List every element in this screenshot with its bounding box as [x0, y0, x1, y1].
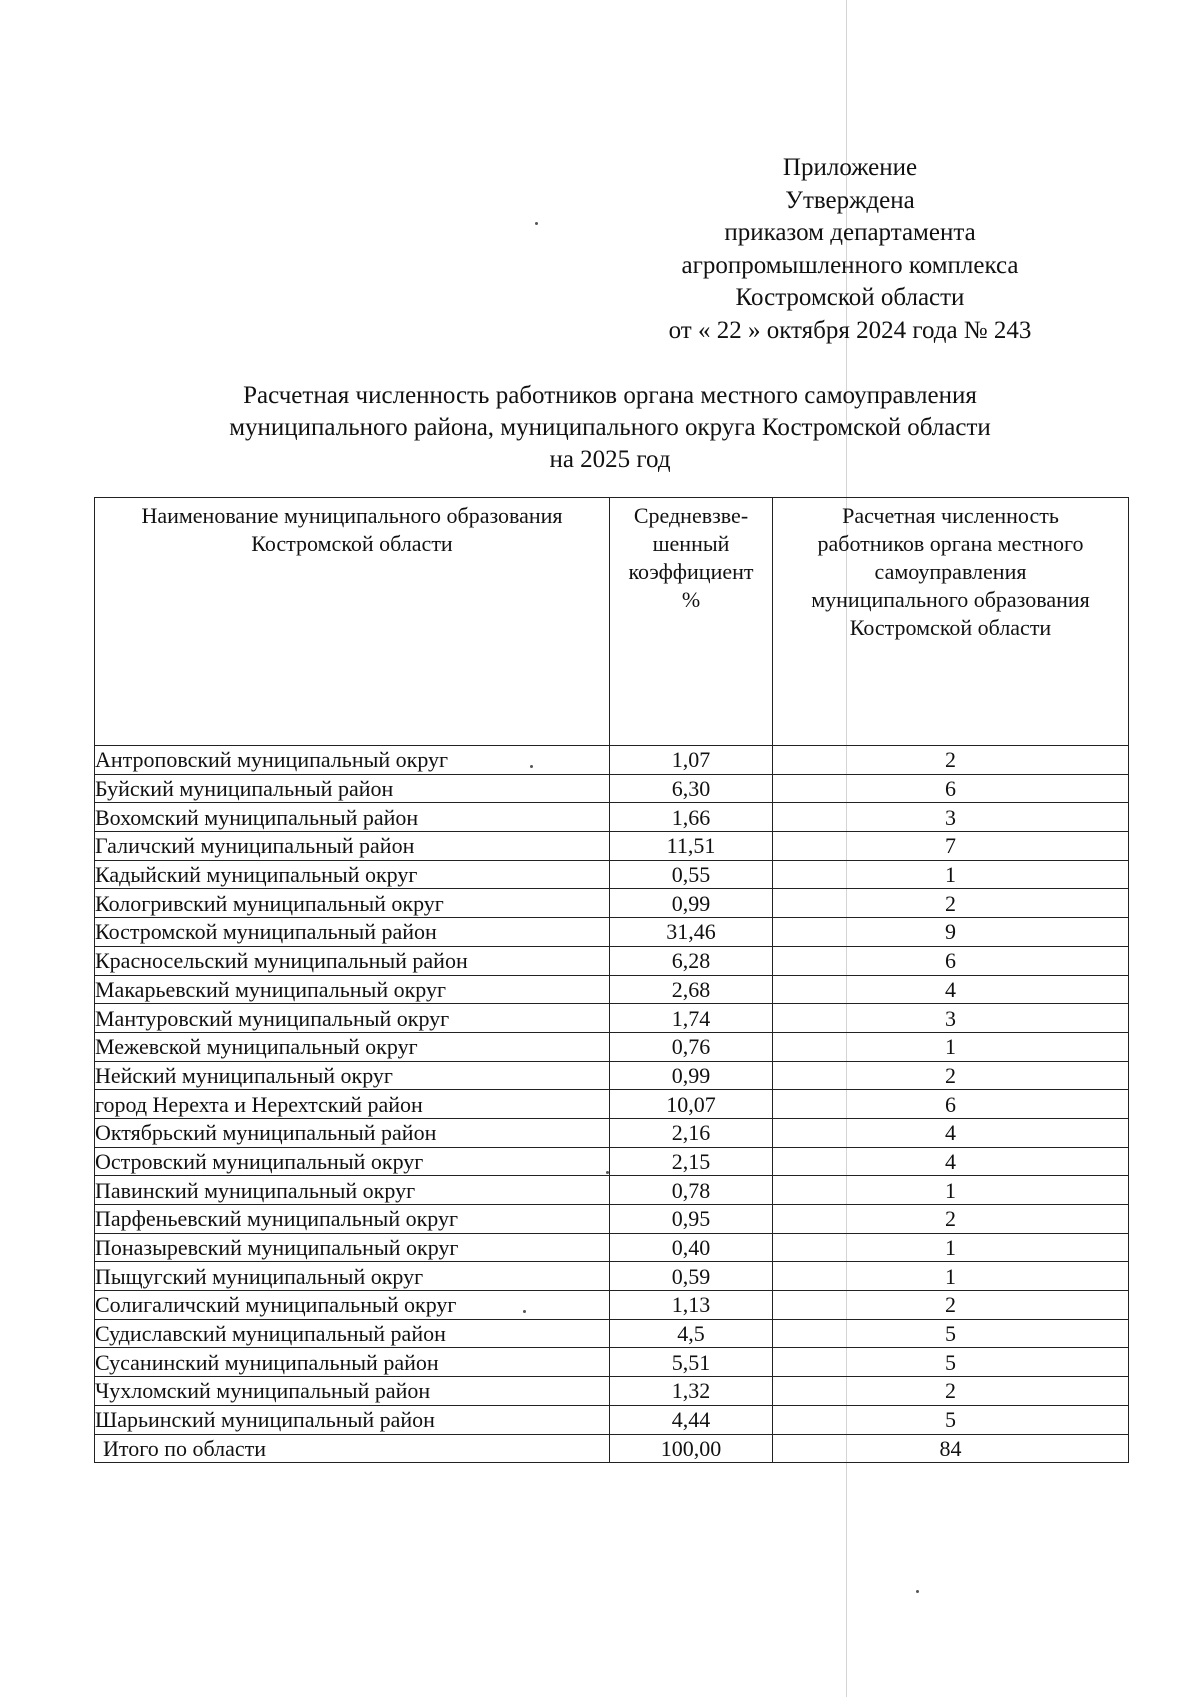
table-row — [95, 1377, 1129, 1406]
staff-count-value: 2 — [773, 746, 1129, 775]
municipality-name: Межевской муниципальный округ — [95, 1032, 610, 1061]
municipality-name: Нейский муниципальный округ — [95, 1061, 610, 1090]
staff-count-value: 1 — [773, 1233, 1129, 1262]
staff-count-value: 4 — [773, 1147, 1129, 1176]
table-row — [95, 1262, 1129, 1291]
coefficient-value: 11,51 — [610, 832, 773, 861]
coefficient-value: 0,99 — [610, 1061, 773, 1090]
coefficient-value: 1,13 — [610, 1291, 773, 1320]
municipality-name: Вохомский муниципальный район — [95, 803, 610, 832]
table-row — [95, 1291, 1129, 1320]
table-row — [95, 1205, 1129, 1234]
municipality-name: Октябрьский муниципальный район — [95, 1118, 610, 1147]
coefficient-value: 6,30 — [610, 774, 773, 803]
title-line: на 2025 год — [549, 446, 671, 473]
staff-count-value: 6 — [773, 774, 1129, 803]
municipality-name: Поназыревский муниципальный округ — [95, 1233, 610, 1262]
municipality-name: Судиславский муниципальный район — [95, 1319, 610, 1348]
table-row — [95, 1176, 1129, 1205]
table-row — [95, 918, 1129, 947]
coefficient-value: 4,5 — [610, 1319, 773, 1348]
coefficient-value: 0,78 — [610, 1176, 773, 1205]
staff-count-table — [94, 497, 1129, 1463]
staff-count-value: 4 — [773, 1118, 1129, 1147]
header-line: Костромской области — [735, 284, 965, 311]
header-line: Приложение — [782, 154, 918, 181]
municipality-name: Галичский муниципальный район — [95, 832, 610, 861]
column-header-coefficient: Средневзве- шенный коэффициент % — [610, 498, 773, 746]
coefficient-value: 0,59 — [610, 1262, 773, 1291]
municipality-name: Парфеньевский муниципальный округ — [95, 1205, 610, 1234]
staff-count-value: 1 — [773, 1262, 1129, 1291]
total-label: Итого по области — [95, 1434, 610, 1463]
table-row — [95, 1118, 1129, 1147]
municipality-name: Павинский муниципальный округ — [95, 1176, 610, 1205]
municipality-name: Макарьевский муниципальный округ — [95, 975, 610, 1004]
coefficient-value: 0,76 — [610, 1032, 773, 1061]
municipality-name: Солигаличский муниципальный округ — [95, 1291, 610, 1320]
scan-speck — [523, 1310, 526, 1313]
staff-count-value: 1 — [773, 860, 1129, 889]
municipality-name: Буйский муниципальный район — [95, 774, 610, 803]
coefficient-value: 0,40 — [610, 1233, 773, 1262]
coefficient-value: 5,51 — [610, 1348, 773, 1377]
scan-speck — [916, 1590, 919, 1593]
table-row — [95, 1032, 1129, 1061]
municipality-name: Мантуровский муниципальный округ — [95, 1004, 610, 1033]
scan-speck — [535, 222, 538, 225]
staff-count-value: 2 — [773, 1061, 1129, 1090]
staff-count-value: 2 — [773, 1205, 1129, 1234]
staff-count-value: 5 — [773, 1405, 1129, 1434]
coefficient-value: 1,66 — [610, 803, 773, 832]
municipality-name: Антроповский муниципальный округ — [95, 746, 610, 775]
table-row — [95, 1090, 1129, 1119]
staff-count-value: 1 — [773, 1176, 1129, 1205]
header-line: Утверждена — [785, 186, 915, 214]
staff-count-value: 5 — [773, 1319, 1129, 1348]
table-header-row — [95, 498, 1129, 746]
header-line: от « 22 » октября 2024 года № 243 — [668, 316, 1032, 344]
total-coefficient: 100,00 — [610, 1434, 773, 1463]
table-row — [95, 946, 1129, 975]
coefficient-value: 6,28 — [610, 946, 773, 975]
municipality-name: город Нерехта и Нерехтский район — [95, 1090, 610, 1119]
table-row — [95, 860, 1129, 889]
coefficient-value: 0,95 — [610, 1205, 773, 1234]
staff-count-value: 9 — [773, 918, 1129, 947]
coefficient-value: 10,07 — [610, 1090, 773, 1119]
title-line: муниципального района, муниципального округа Костромской области — [229, 414, 991, 441]
scan-speck — [606, 1171, 609, 1174]
scan-speck — [530, 765, 533, 768]
staff-count-value: 3 — [773, 803, 1129, 832]
municipality-name: Кологривский муниципальный округ — [95, 889, 610, 918]
table-row — [95, 1061, 1129, 1090]
table-row — [95, 975, 1129, 1004]
municipality-name: Островский муниципальный округ — [95, 1147, 610, 1176]
column-header-municipality: Наименование муниципального образования Костромской области — [95, 498, 610, 746]
table-row — [95, 1319, 1129, 1348]
table-row — [95, 1004, 1129, 1033]
header-line: агропромышленного комплекса — [681, 251, 1019, 279]
municipality-name: Чухломский муниципальный район — [95, 1377, 610, 1406]
table-row — [95, 1348, 1129, 1377]
total-staff-count: 84 — [773, 1434, 1129, 1463]
coefficient-value: 1,07 — [610, 746, 773, 775]
coefficient-value: 31,46 — [610, 918, 773, 947]
title-line: Расчетная численность работников органа местного самоуправления — [243, 382, 977, 409]
municipality-name: Костромской муниципальный район — [95, 918, 610, 947]
staff-count-value: 1 — [773, 1032, 1129, 1061]
staff-count-value: 2 — [773, 1291, 1129, 1320]
municipality-name: Шарьинский муниципальный район — [95, 1405, 610, 1434]
coefficient-value: 0,55 — [610, 860, 773, 889]
approval-header — [600, 152, 1100, 347]
municipality-name: Сусанинский муниципальный район — [95, 1348, 610, 1377]
staff-count-value: 6 — [773, 1090, 1129, 1119]
municipality-name: Пыщугский муниципальный округ — [95, 1262, 610, 1291]
table-row — [95, 803, 1129, 832]
table-row — [95, 1147, 1129, 1176]
column-header-staff-count: Расчетная численность работников органа местного самоуправления муниципального образования Костромской области — [773, 498, 1129, 746]
table-row — [95, 774, 1129, 803]
coefficient-value: 2,15 — [610, 1147, 773, 1176]
municipality-name: Кадыйский муниципальный округ — [95, 860, 610, 889]
table-row — [95, 746, 1129, 775]
header-line: приказом департамента — [724, 219, 976, 246]
staff-count-value: 2 — [773, 1377, 1129, 1406]
coefficient-value: 1,74 — [610, 1004, 773, 1033]
municipality-name: Красносельский муниципальный район — [95, 946, 610, 975]
staff-count-value: 7 — [773, 832, 1129, 861]
coefficient-value: 4,44 — [610, 1405, 773, 1434]
table-total-row — [95, 1434, 1129, 1463]
staff-count-value: 6 — [773, 946, 1129, 975]
staff-count-value: 3 — [773, 1004, 1129, 1033]
coefficient-value: 0,99 — [610, 889, 773, 918]
coefficient-value: 1,32 — [610, 1377, 773, 1406]
staff-count-value: 4 — [773, 975, 1129, 1004]
staff-count-value: 2 — [773, 889, 1129, 918]
table-row — [95, 832, 1129, 861]
table-row — [95, 889, 1129, 918]
staff-count-value: 5 — [773, 1348, 1129, 1377]
document-title — [150, 380, 1070, 476]
table-row — [95, 1405, 1129, 1434]
coefficient-value: 2,16 — [610, 1118, 773, 1147]
table-row — [95, 1233, 1129, 1262]
coefficient-value: 2,68 — [610, 975, 773, 1004]
